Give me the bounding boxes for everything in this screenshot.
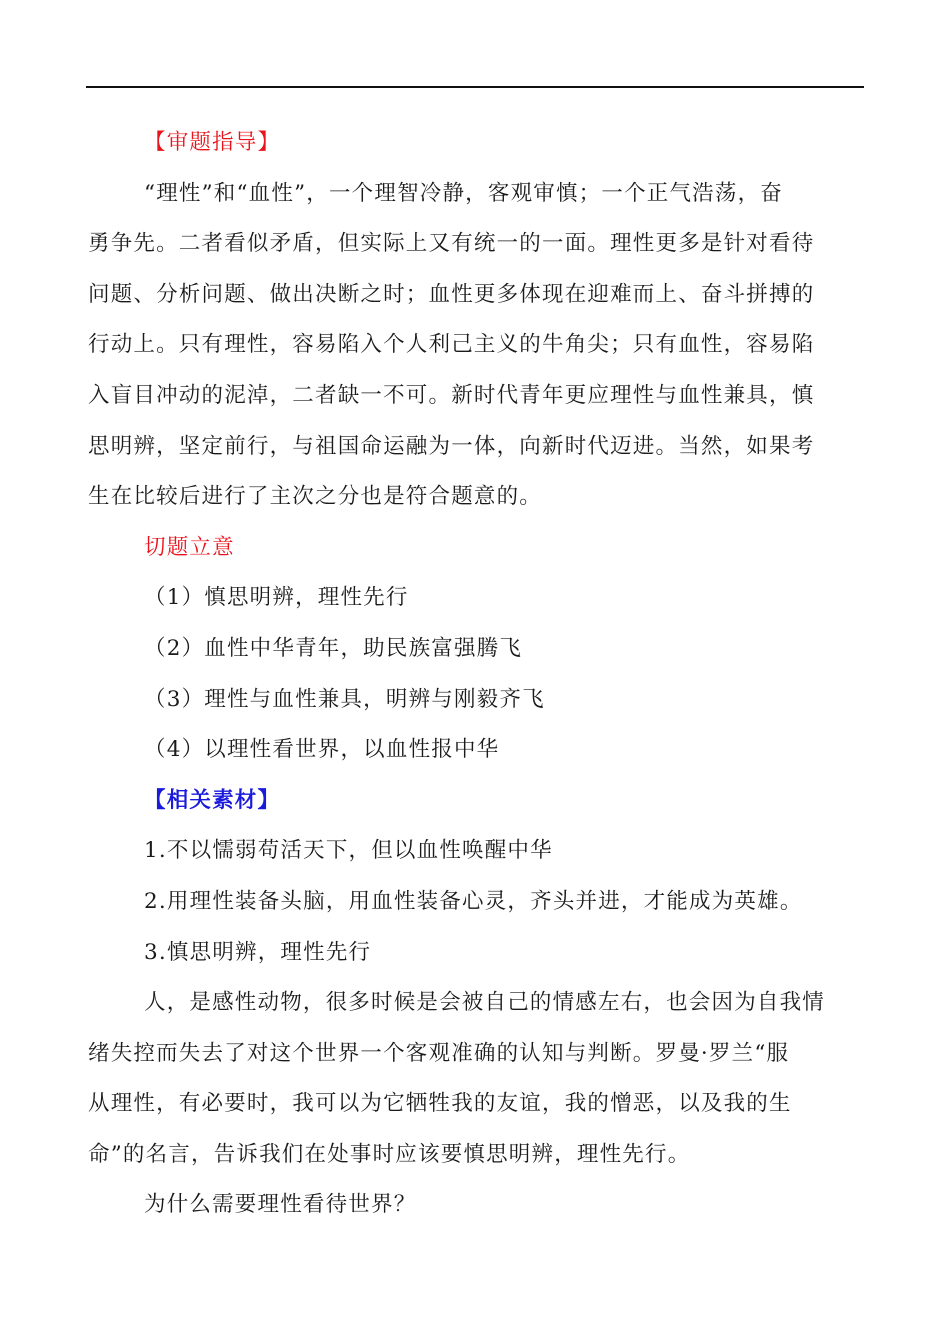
angle-item: （1）慎思明辨，理性先行 xyxy=(144,585,409,611)
paragraph-line: 从理性，有必要时，我可以为它牺牲我的友谊，我的憎恶，以及我的生 xyxy=(88,1091,792,1117)
paragraph-line: 问题、分析问题、做出决断之时；血性更多体现在迎难而上、奋斗拼搏的 xyxy=(88,281,815,307)
material-item: 3.慎思明辨，理性先行 xyxy=(144,939,372,965)
paragraph-line: 行动上。只有理性，容易陷入个人利己主义的牛角尖；只有血性，容易陷 xyxy=(88,332,815,358)
document-content xyxy=(88,118,852,1231)
review-guide-paragraph xyxy=(88,169,852,523)
angles-heading: 切题立意 xyxy=(144,534,235,560)
paragraph-line: 生在比较后进行了主次之分也是符合题意的。 xyxy=(88,484,543,510)
question-line: 为什么需要理性看待世界？ xyxy=(144,1192,417,1218)
review-guide-heading: 【审题指导】 xyxy=(144,130,281,155)
material-item: 1.不以懦弱苟活天下，但以血性唤醒中华 xyxy=(144,838,553,864)
paragraph-line: 勇争先。二者看似矛盾，但实际上又有统一的一面。理性更多是针对看待 xyxy=(88,231,815,257)
angle-item: （2）血性中华青年，助民族富强腾飞 xyxy=(144,635,523,661)
angle-item: （3）理性与血性兼具，明辨与刚毅齐飞 xyxy=(144,686,545,712)
angle-item: （4）以理性看世界，以血性报中华 xyxy=(144,737,500,763)
materials-heading: 【相关素材】 xyxy=(144,787,281,813)
paragraph-line: 绪失控而失去了对这个世界一个客观准确的认知与判断。罗曼·罗兰“服 xyxy=(88,1040,790,1066)
materials-list xyxy=(88,826,852,978)
header-rule xyxy=(86,86,864,88)
angles-list xyxy=(88,573,852,775)
paragraph-line: 思明辨，坚定前行，与祖国命运融为一体，向新时代迈进。当然，如果考 xyxy=(88,433,815,459)
paragraph-line: 命”的名言，告诉我们在处事时应该要慎思明辨，理性先行。 xyxy=(88,1141,691,1167)
materials-paragraph xyxy=(88,978,852,1180)
paragraph-line: 人，是感性动物，很多时候是会被自己的情感左右，也会因为自我情 xyxy=(144,990,826,1016)
paragraph-line: “理性”和“血性”，一个理智冷静，客观审慎；一个正气浩荡，奋 xyxy=(144,180,783,206)
material-item: 2.用理性装备头脑，用血性装备心灵，齐头并进，才能成为英雄。 xyxy=(144,888,803,914)
paragraph-line: 入盲目冲动的泥淖，二者缺一不可。新时代青年更应理性与血性兼具，慎 xyxy=(88,382,815,408)
